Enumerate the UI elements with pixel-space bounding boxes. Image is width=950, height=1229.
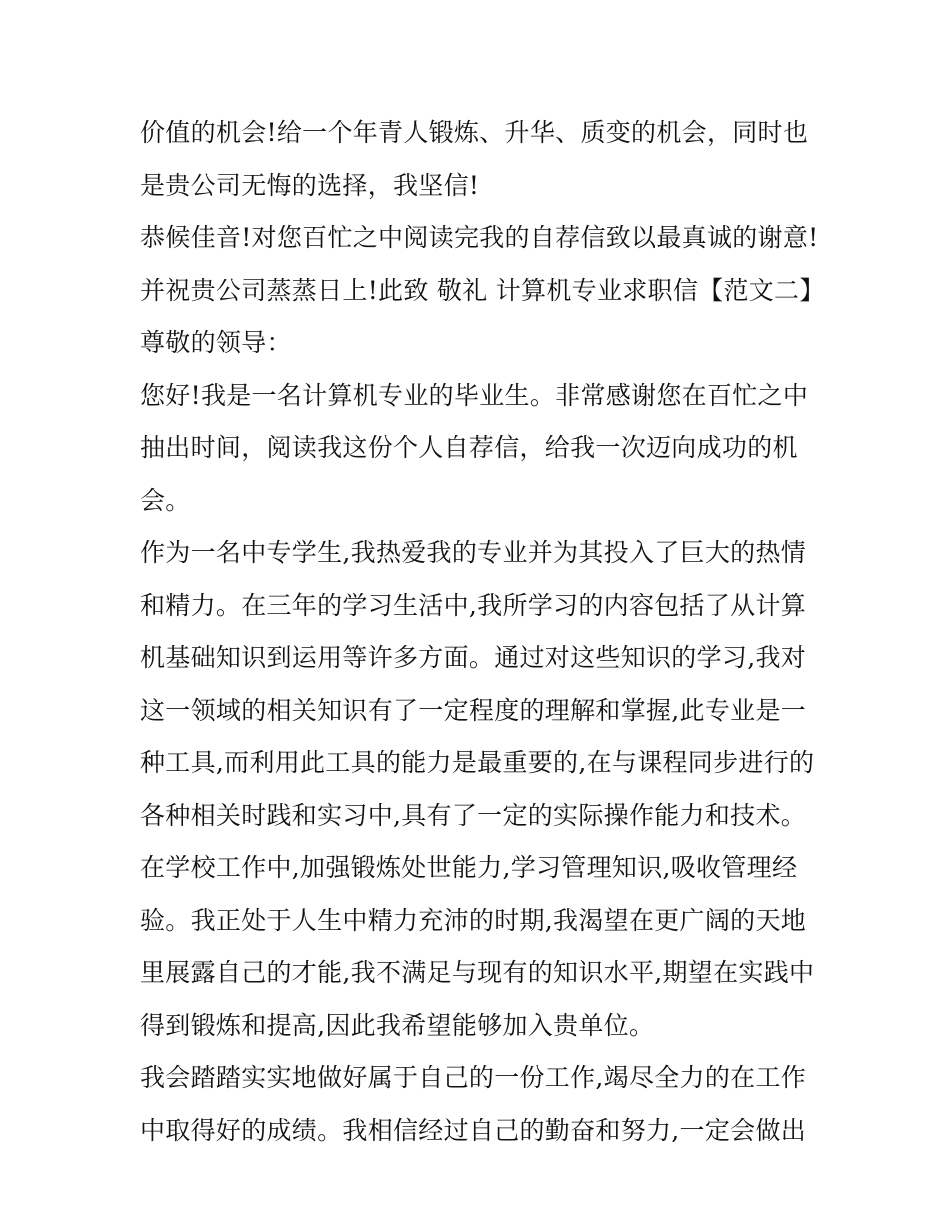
text-line: 恭候佳音!对您百忙之中阅读完我的自荐信致以最真诚的谢意!	[140, 223, 819, 252]
text-line: 各种相关时践和实习中,具有了一定的实际操作能力和技术。	[140, 800, 807, 830]
text-line: 并祝贵公司蒸蒸日上!此致 敬礼 计算机专业求职信【范文二】	[140, 275, 825, 305]
text-line: 里展露自己的才能,我不满足与现有的知识水平,期望在实践中	[140, 958, 815, 987]
text-line: 价值的机会!给一个年青人锻炼、升华、质变的机会，同时也	[140, 118, 809, 147]
text-line: 得到锻炼和提高,因此我希望能够加入贵单位。	[140, 1010, 655, 1040]
text-line: 机基础知识到运用等许多方面。通过对这些知识的学习,我对	[140, 643, 807, 672]
text-line: 您好!我是一名计算机专业的毕业生。非常感谢您在百忙之中	[140, 380, 809, 410]
text-line: 验。我正处于人生中精力充沛的时期,我渴望在更广阔的天地	[140, 905, 807, 935]
text-line: 中取得好的成绩。我相信经过自己的勤奋和努力,一定会做出	[140, 1115, 807, 1145]
text-line: 在学校工作中,加强锻炼处世能力,学习管理知识,吸收管理经	[140, 853, 798, 882]
text-line: 我会踏踏实实地做好属于自己的一份工作,竭尽全力的在工作	[140, 1063, 807, 1092]
text-line: 和精力。在三年的学习生活中,我所学习的内容包括了从计算	[140, 590, 807, 620]
text-line: 这一领域的相关知识有了一定程度的理解和掌握,此专业是一	[140, 695, 807, 725]
salutation-line: 尊敬的领导：	[140, 328, 292, 357]
text-line: 是贵公司无悔的选择，我坚信!	[140, 170, 480, 200]
text-line: 作为一名中专学生,我热爱我的专业并为其投入了巨大的热情	[140, 538, 807, 567]
text-line: 种工具,而利用此工具的能力是最重要的,在与课程同步进行的	[140, 748, 815, 777]
document-body	[140, 107, 825, 1157]
text-line: 会。	[140, 485, 191, 515]
text-line: 抽出时间，阅读我这份个人自荐信，给我一次迈向成功的机	[140, 433, 798, 462]
